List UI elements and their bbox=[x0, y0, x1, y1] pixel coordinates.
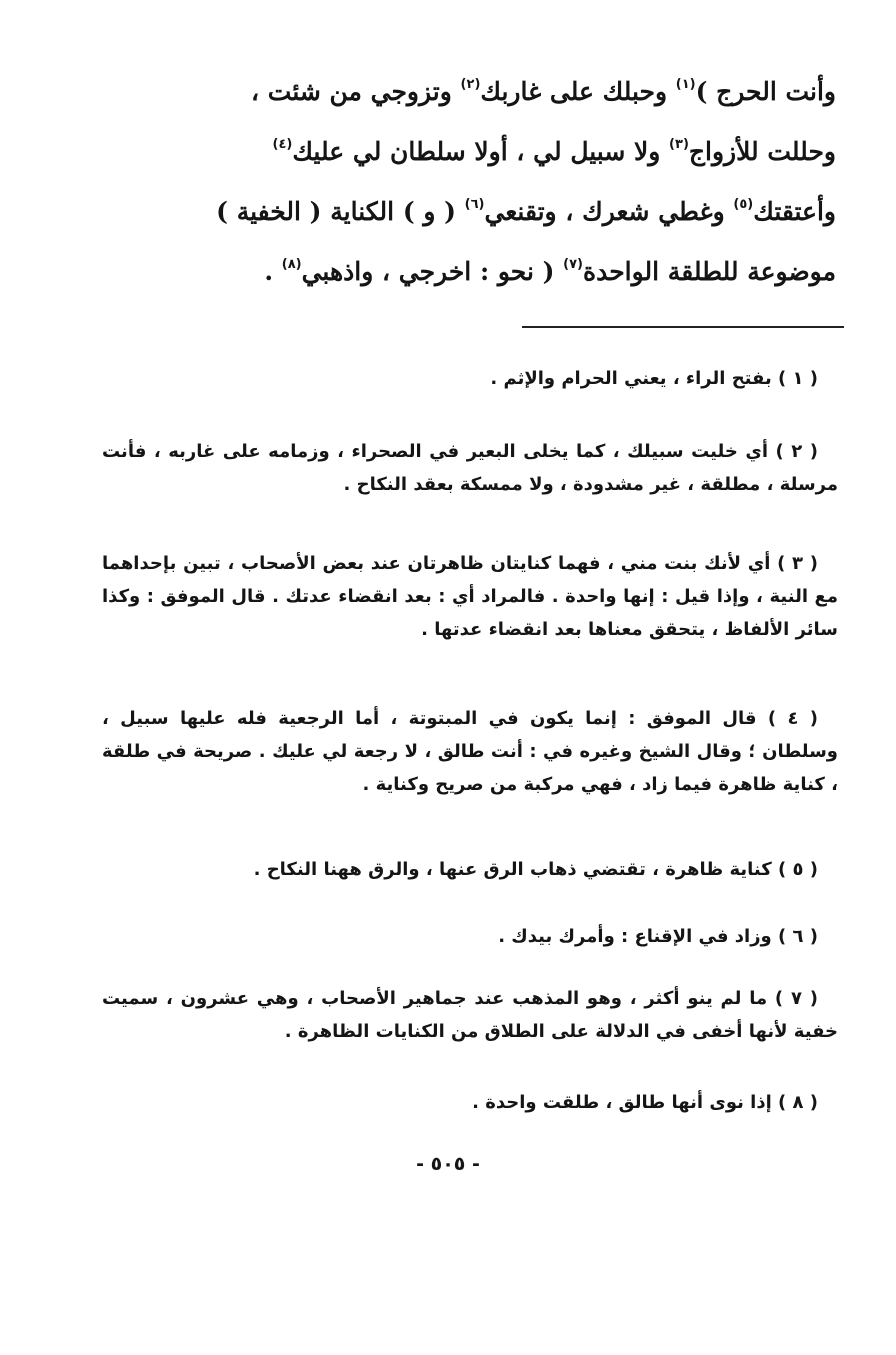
text-run: وغطي شعرك ، وتقنعي bbox=[484, 197, 734, 226]
main-text bbox=[100, 62, 836, 302]
page-number: - ٥٠٥ - bbox=[416, 1153, 480, 1175]
footnote-ref[interactable]: (٦) bbox=[464, 197, 485, 212]
text-run: وحبلك على غاربك bbox=[480, 77, 676, 106]
footnote-ref[interactable]: (٨) bbox=[281, 257, 302, 272]
text-run: ولا سبيل لي ، أولا سلطان لي عليك bbox=[292, 137, 670, 166]
footnote-ref[interactable]: (١) bbox=[675, 77, 696, 92]
footnote-7: ( ٧ ) ما لم ينو أكثر ، وهو المذهب عند جماهير الأصحاب ، وهي عشرون ، سميت خفية لأنها أخفى في الدلالة على الطلاق من الكنايات الظاهرة . bbox=[102, 988, 838, 1042]
main-text-line bbox=[100, 242, 836, 302]
text-run: وتزوجي من شئت ، bbox=[251, 77, 461, 106]
text-run: وأعتقتك bbox=[753, 197, 836, 226]
footnote-ref[interactable]: (٥) bbox=[733, 197, 754, 212]
footnote-ref[interactable]: (٤) bbox=[272, 137, 293, 152]
footnote-separator bbox=[522, 326, 844, 328]
text-run: . bbox=[264, 257, 282, 286]
text-run: موضوعة للطلقة الواحدة bbox=[582, 257, 836, 286]
footnote-2: ( ٢ ) أي خليت سبيلك ، كما يخلى البعير في الصحراء ، وزمامه على غاربه ، فأنت مرسلة ، مطلقة ، غير مشدودة ، ولا ممسكة بعقد النكاح . bbox=[102, 441, 838, 495]
main-text-line bbox=[100, 122, 836, 182]
main-text-line bbox=[100, 182, 836, 242]
text-run: ( و ) الكناية ( الخفية ) bbox=[216, 197, 465, 226]
footnote-3: ( ٣ ) أي لأنك بنت مني ، فهما كنايتان ظاهرتان عند بعض الأصحاب ، تبين بإحداهما مع النية ، وإذا قيل : إنها واحدة . فالمراد أي : بعد انقضاء عدتك . قال الموفق : وكذا سائر الألفاظ ، يتحقق معناها بعد انقضاء عدتها . bbox=[102, 553, 838, 640]
footnote-4: ( ٤ ) قال الموفق : إنما يكون في المبتوتة ، أما الرجعية فله عليها سبيل ، وسلطان ؛ وقال الشيخ وغيره في : أنت طالق ، لا رجعة لي عليك . صريحة في طلقة ، كناية ظاهرة فيما زاد ، فهي مركبة من صريح وكناية . bbox=[102, 708, 838, 795]
text-run: وأنت الحرج ) bbox=[695, 77, 836, 106]
text-run: ( نحو : اخرجي ، واذهبي bbox=[301, 257, 564, 286]
footnote-ref[interactable]: (٢) bbox=[460, 77, 481, 92]
main-text-line bbox=[100, 62, 836, 122]
footnote-ref[interactable]: (٧) bbox=[563, 257, 583, 272]
footnote-6: ( ٦ ) وزاد في الإقناع : وأمرك بيدك . bbox=[498, 926, 818, 947]
footnote-8: ( ٨ ) إذا نوى أنها طالق ، طلقت واحدة . bbox=[472, 1092, 818, 1113]
text-run: وحللت للأزواج bbox=[688, 137, 836, 166]
footnote-5: ( ٥ ) كناية ظاهرة ، تقتضي ذهاب الرق عنها ، والرق ههنا النكاح . bbox=[253, 859, 818, 880]
footnote-1: ( ١ ) بفتح الراء ، يعني الحرام والإثم . bbox=[490, 368, 818, 389]
footnote-ref[interactable]: (٣) bbox=[669, 137, 689, 152]
